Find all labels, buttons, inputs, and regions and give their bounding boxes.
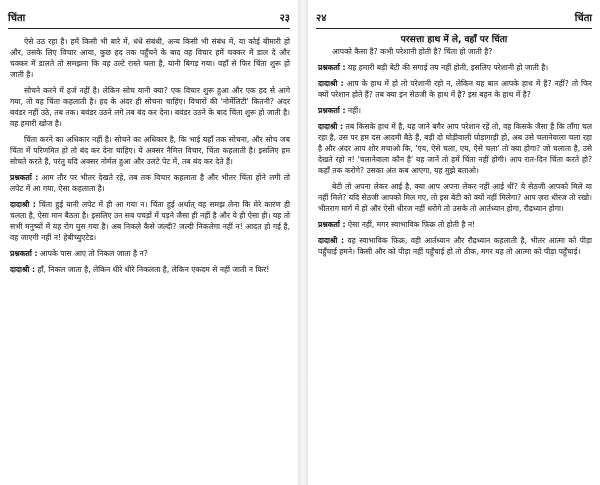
- paragraph-text: चिंता हुई यानी लपेट में ही आ गया न। चिंता हुई अर्थात् वह समझ लेना कि मेरे कारण ही चलता है, ऐसा मान बैठता है। इसलिए उन सब पचड़ों में पड़ने जैसा ही नहीं है और ये ही ऐसा ही। यह तो सभी मनुष्यों में यह रोग घुस गया है। अब निकले कैसे जल्दी? जल्दी निकलेगा नहीं न! आदत हो गई है, वह जाएगी नहीं न! हेबीच्युएटेड।: [10, 200, 290, 242]
- paragraph: [318, 235, 592, 257]
- section-heading: परसत्ता हाथ में ले, वहाँ पर चिंता: [400, 35, 508, 45]
- paragraph: [318, 46, 592, 57]
- left-header-title: चिंता: [8, 13, 26, 24]
- paragraph-text: ऐसा नहीं, मगर स्वाभाविक फ़िक्र तो होती है न!: [347, 220, 476, 229]
- paragraph-text: सोचने करने में हर्ज नहीं है। लेकिन सोच यानी क्या? एक विचार शुरू हुआ और एक हद से आगे गया, तो वह चिंता कहलाती है। हद के अंदर ही सोचना चाहिए। विचारों की 'नोर्मेलिटी' कितनी? अंदर बवंडर नहीं उठे, तब तक। बवंडर उठने लगे तब बंद कर देना। बवंडर उठने के बाद चिंता शुरू हो जाती है। वह हमारी खोज है।: [10, 86, 290, 128]
- right-page-number: २४: [316, 13, 327, 24]
- left-page-header: [8, 10, 290, 24]
- speaker-label: प्रश्नकर्ता :: [10, 173, 39, 182]
- book-gutter: [298, 0, 308, 485]
- paragraph-text: नहीं।: [347, 106, 362, 115]
- paragraph: [10, 134, 290, 167]
- speaker-label: दादाश्री :: [318, 122, 344, 131]
- paragraph: [10, 199, 290, 243]
- paragraph-text: चिंता करने का अधिकार नहीं है। सोचने का अधिकार है, कि भाई यहाँ तक सोचना, और सोच जब चिंता में परिणमित हो तो बंद कर देना चाहिए। ये अक्सर नैमित्त विचार, चिंता कहलाती है। इसलिए हम सोचते करते हैं, परंतु यदि अक्सर नोर्मल हुआ और उलटे पेट में, तब बंद कर देते हैं।: [10, 135, 290, 166]
- paragraph: [318, 78, 592, 100]
- left-page: [0, 0, 298, 485]
- left-page-body: [10, 36, 290, 280]
- left-page-number: २३: [279, 13, 290, 24]
- speaker-label: दादाश्री :: [318, 79, 344, 88]
- paragraph-text: तब किसके हाथ में है, यह जाने बगैर आप परेशान रहें तो, वह किसके जैसा है कि ताँगा चल रहा है, उस पर हम दस आदमी बैठे हैं, बड़ी दो घोड़ीवाली घोड़ागाड़ी हो, अब उसे चलानेवाला चला रहा है और अंदर आप शोर मचाओ कि, 'एय, ऐसे चला, एय, ऐसे चला' तो क्या होगा? जो चलाता है, उसे देखते रहो न! 'चलानेवाला कौन है' यह जानें तो हमें चिंता नहीं होगी। आप रात-दिन चिंता करते हो? कहाँ तक करोगे? उसका अंत कब आएगा, यह मुझे बताओ।: [318, 122, 592, 175]
- speaker-label: प्रश्नकर्ता :: [318, 220, 346, 229]
- paragraph-text: यह हमारी बड़ी बेटी की सगाई तय नहीं होती, इसलिए परेशानी हो जाती है।: [347, 63, 549, 72]
- paragraph-text: ऐसे उठ रहा है। हमें किसी भी बारे में, धंधे संबंधी, अन्य किसी भी संबंध में, या कोई बीमारी हो और, उसके लिए विचार आया, कुछ हद तक पहुँचने के बाद वह विचार हमें चक्कर में डाल दे और चक्कर में डालते तो समझना कि वह उल्टे रास्ते चला है, यानी बिगड़ गया। वहाँ से फिर चिंता शुरू हो जाती है।: [10, 37, 290, 79]
- speaker-label: प्रश्नकर्ता :: [318, 106, 346, 115]
- speaker-label: दादाश्री :: [10, 200, 36, 209]
- speaker-label: दादाश्री :: [318, 236, 345, 245]
- paragraph: [10, 264, 290, 275]
- paragraph-text: आम तौर पर भीतर देखते रहे, तब तक विचार कहलाता है और भीतर चिंता होने लगी तो लपेट में आ गया, ऐसा कहलाता है।: [10, 173, 290, 193]
- paragraph: [318, 121, 592, 176]
- paragraph: [10, 172, 290, 194]
- paragraph: [10, 36, 290, 80]
- right-header-title: चिंता: [574, 13, 592, 24]
- paragraph-text: आप के हाथ में हो तो परेशानी रहो न, लेकिन यह बात आपके हाथ में है? नहीं? तो फिर क्यों परेशान होते हैं? तब क्या इन सेठजी के हाथ में है? इस बहन के हाथ में है?: [318, 79, 592, 99]
- right-header-rule: [316, 28, 592, 29]
- speaker-label: दादाश्री :: [10, 265, 36, 274]
- paragraph: [10, 248, 290, 259]
- speaker-label: प्रश्नकर्ता :: [10, 249, 38, 258]
- paragraph-text: हाँ, निकल जाता है, लेकिन धीरे धीरे निकलता है, लेकिन एकदम से नहीं जाती न फिर!: [37, 265, 270, 274]
- right-page-body: [318, 46, 592, 262]
- paragraph: [318, 62, 592, 73]
- paragraph-text: वह स्वाभाविक फ़िक्र, वही आर्तध्यान और रौद्रध्यान कहलाती है, भीतर आत्मा को पीड़ा पहुँचाई हमने। किसी और को पीड़ा नहीं पहुँचाई हो तो ठीक, मगर यह तो आत्मा को पीड़ा पहुँचाई।: [318, 236, 592, 256]
- paragraph: [10, 85, 290, 129]
- paragraph-text: आपके पास आए तो निकल जाता है न?: [39, 249, 148, 258]
- left-header-rule: [8, 28, 290, 29]
- paragraph: [318, 219, 592, 230]
- paragraph-text: बेटी तो अपना लेकर आई है, क्या आप अपना लेकर नहीं आई थीं? ये सेठजी आपको मिले या नहीं मिले? यदि सेठजी आपको मिल गए, तो इस बेटी को क्यों नहीं मिलेगा? आप ज़रा धीरज तो रखो। भीतराग मार्ग में हो और ऐसी धीरज नहीं धरोगे तो उसके तो आर्तध्यान होगा, रौद्रध्यान होगा।: [318, 182, 592, 213]
- paragraph: [318, 181, 592, 214]
- right-page-header: [316, 10, 592, 24]
- paragraph: [318, 105, 592, 116]
- paragraph-text: आपको कैसा है? कभी परेशानी होती है? चिंता हो जाती है?: [332, 47, 493, 56]
- speaker-label: प्रश्नकर्ता :: [318, 63, 346, 72]
- right-page: [308, 0, 600, 485]
